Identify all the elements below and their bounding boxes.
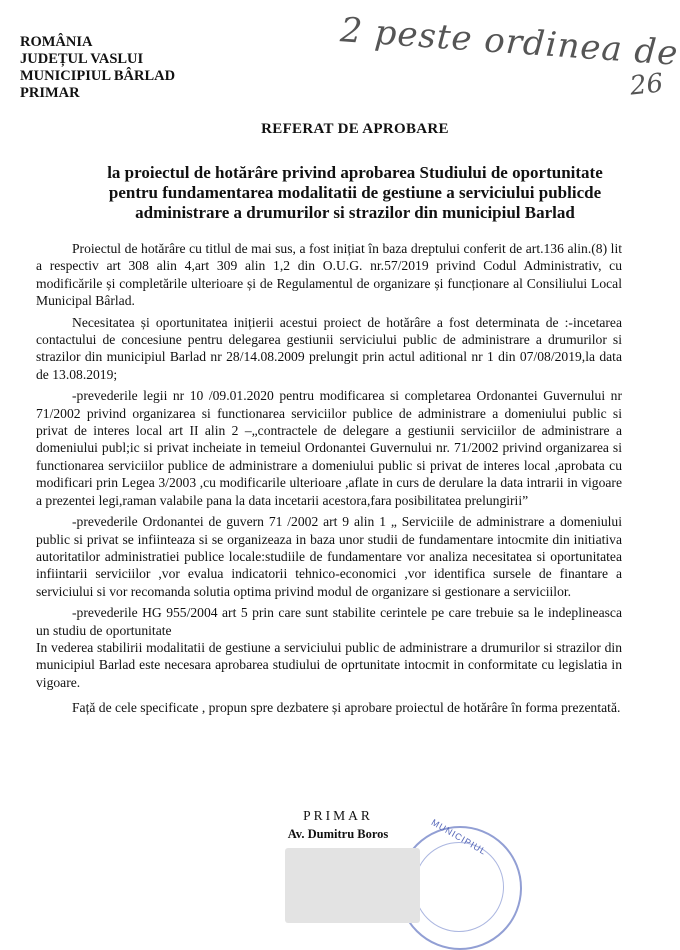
closing-paragraph: Față de cele specificate , propun spre dezbatere și aprobare proiectul de hotărâre în forma prezentată. xyxy=(72,700,621,716)
handwritten-note-line1: 2 peste ordinea de xyxy=(339,10,680,74)
subject-line: la proiectul de hotărâre privind aprobarea Studiului de oportunitate xyxy=(107,163,603,182)
header-office: PRIMAR xyxy=(20,85,80,101)
document-subject xyxy=(40,163,670,223)
subject-line: pentru fundamentarea modalitatii de gestiune a serviciului publicde xyxy=(108,183,602,202)
signature-name: Av. Dumitru Boros xyxy=(287,827,389,841)
body-paragraph: Necesitatea și oportunitatea inițierii acestui proiect de hotărâre a fost determinata de :-incetarea contactului de concesiune pentru delegarea gestiunii serviciului public de administrare a drumurilor si strazilor din municipiul Barlad nr 28/14.08.2009 prelungit prin actul aditional nr 1 din 07/08/2019,la data de 13.08.2019; xyxy=(36,314,622,382)
body-paragraph: -prevederile HG 955/2004 art 5 prin care sunt stabilite cerintele pe care trebuie sa le indeplineasca un studiu de oportunitate xyxy=(36,605,622,638)
handwritten-note-line2: 26 xyxy=(628,68,665,102)
body-paragraph: -prevederile legii nr 10 /09.01.2020 pentru modificarea si completarea Ordonantei Guvernului nr 71/2002 privind organizarea si functionarea serviciilor publice de administrare a domeniului public si privat de interes local art II alin 2 –„contractele de delegare a gestiunii serviciilor de administrare a domeniului publ;ic si privat incheiate in temeiul Ordonantei Guvernului nr. 71/2002 privind organizarea si functionarea serviciilor publice de administrare a domeniului public si privat de interes local ,aprobata cu modificari prin Legea 3/2003 ,cu modificarile ulterioare ,aflate in curs de derulare la data intrarii in vigoare a prezentei legi,raman valabile pana la data incetarii acestora,fara posibilitatea prelungirii” xyxy=(36,388,622,508)
body-paragraph: Proiectul de hotărâre cu titlul de mai sus, a fost inițiat în baza dreptului conferit de art.136 alin.(8) lit a respectiv art 308 alin 4,art 309 alin 1,2 din O.U.G. nr.57/2019 privind Codul Administrativ, cu modificările și completările ulterioare și de Regulamentul de organizare și funcționare al Consiliului Local Municipal Bârlad. xyxy=(36,241,622,309)
header-municipality: MUNICIPIUL BÂRLAD xyxy=(20,68,176,84)
redacted-signature-area xyxy=(285,848,420,923)
issuer-header xyxy=(20,34,175,102)
official-stamp-inner-ring xyxy=(414,842,504,932)
body-paragraph-conclusion: In vederea stabilirii modalitatii de gestiune a serviciului public de administrare a drumurilor si strazilor din municipiul Barlad este necesara aprobarea studiului de oprtunitate intocmit in conformitate cu legislatia in vigoare. xyxy=(36,639,622,690)
document-title: REFERAT DE APROBARE xyxy=(261,121,449,137)
signature-block xyxy=(238,808,438,842)
stamp-text: MUNICIPIUL xyxy=(429,817,489,857)
signature-title: PRIMAR xyxy=(303,808,373,823)
subject-line: administrare a drumurilor si strazilor din municipiul Barlad xyxy=(135,203,575,222)
document-body xyxy=(36,240,622,721)
body-paragraph: -prevederile Ordonantei de guvern 71 /2002 art 9 alin 1 „ Serviciile de administrare a domeniului public si privat se infiinteaza si se organizeaza in baza unor studii de fundamentare intocmite din initiativa autoritatilor administratiei publice locale:studiile de fundamentare vor analiza necesitatea si oportunitatea infiintarii serviciilor ,vor evalua indicatorii tehnico-economici ,vor identifica sursele de finantare a serviciului si vor recomanda solutia optima privind modul de organizare si gestionare a serviciilor. xyxy=(36,514,622,599)
handwritten-note xyxy=(330,10,680,112)
header-county: JUDEȚUL VASLUI xyxy=(20,51,144,67)
header-country: ROMÂNIA xyxy=(20,34,93,50)
